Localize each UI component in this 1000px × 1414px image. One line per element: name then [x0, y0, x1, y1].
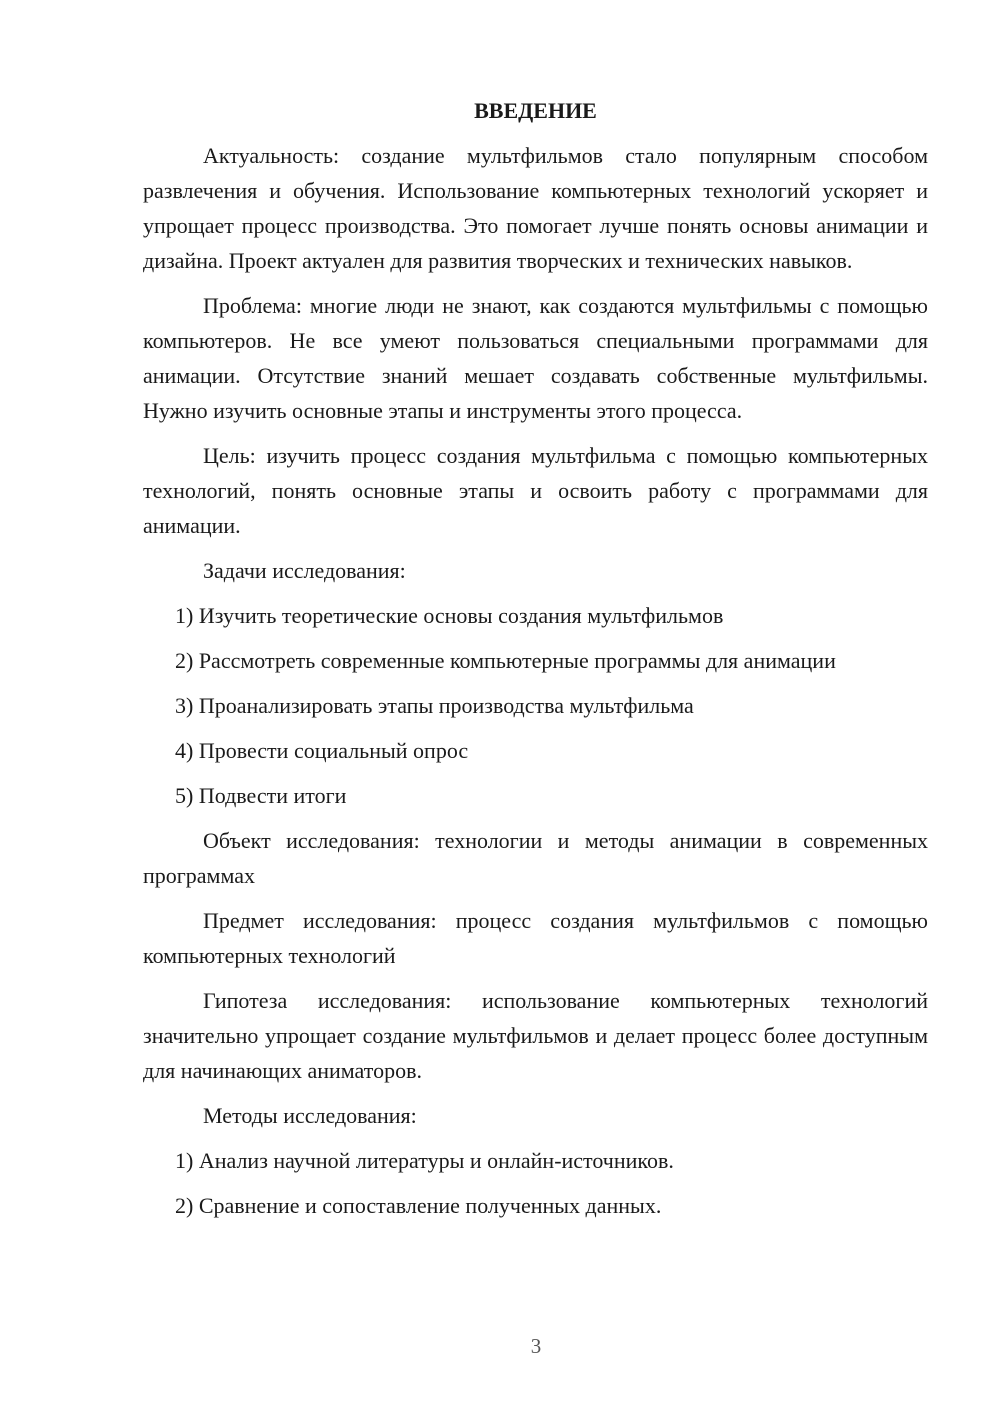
task-item-4: 4) Провести социальный опрос	[175, 738, 469, 763]
paragraph-relevance: Актуальность: создание мультфильмов стало популярным способом развлечения и обучения. Использование компьютерных технологий ускоряет и упрощает процесс производства. Это помогает лучше понять основы анимации и дизайна. Проект актуален для развития творческих и технических навыков.	[143, 143, 928, 273]
paragraph-object: Объект исследования: технологии и методы анимации в современных программах	[143, 828, 928, 888]
page-number: 3	[530, 1334, 542, 1358]
method-item-2: 2) Сравнение и сопоставление полученных данных.	[175, 1193, 662, 1218]
paragraph-goal: Цель: изучить процесс создания мультфильма с помощью компьютерных технологий, понять основные этапы и освоить работу с программами для анимации.	[143, 443, 928, 538]
task-item-2: 2) Рассмотреть современные компьютерные программы для анимации	[175, 648, 836, 673]
paragraph-hypothesis: Гипотеза исследования: использование компьютерных технологий значительно упрощает создание мультфильмов и делает процесс более доступным для начинающих аниматоров.	[143, 988, 928, 1083]
method-item-1: 1) Анализ научной литературы и онлайн-источников.	[175, 1148, 674, 1173]
task-item-3: 3) Проанализировать этапы производства мультфильма	[175, 693, 694, 718]
tasks-heading: Задачи исследования:	[203, 558, 406, 583]
page-title: ВВЕДЕНИЕ	[474, 98, 597, 123]
task-item-5: 5) Подвести итоги	[175, 783, 347, 808]
paragraph-problem: Проблема: многие люди не знают, как создаются мультфильмы с помощью компьютеров. Не все умеют пользоваться специальными программами для анимации. Отсутствие знаний мешает создавать собственные мультфильмы. Нужно изучить основные этапы и инструменты этого процесса.	[143, 293, 928, 423]
paragraph-subject: Предмет исследования: процесс создания мультфильмов с помощью компьютерных технологий	[143, 908, 928, 968]
task-item-1: 1) Изучить теоретические основы создания мультфильмов	[175, 603, 724, 628]
methods-heading: Методы исследования:	[203, 1103, 417, 1128]
page-content	[143, 93, 928, 1233]
